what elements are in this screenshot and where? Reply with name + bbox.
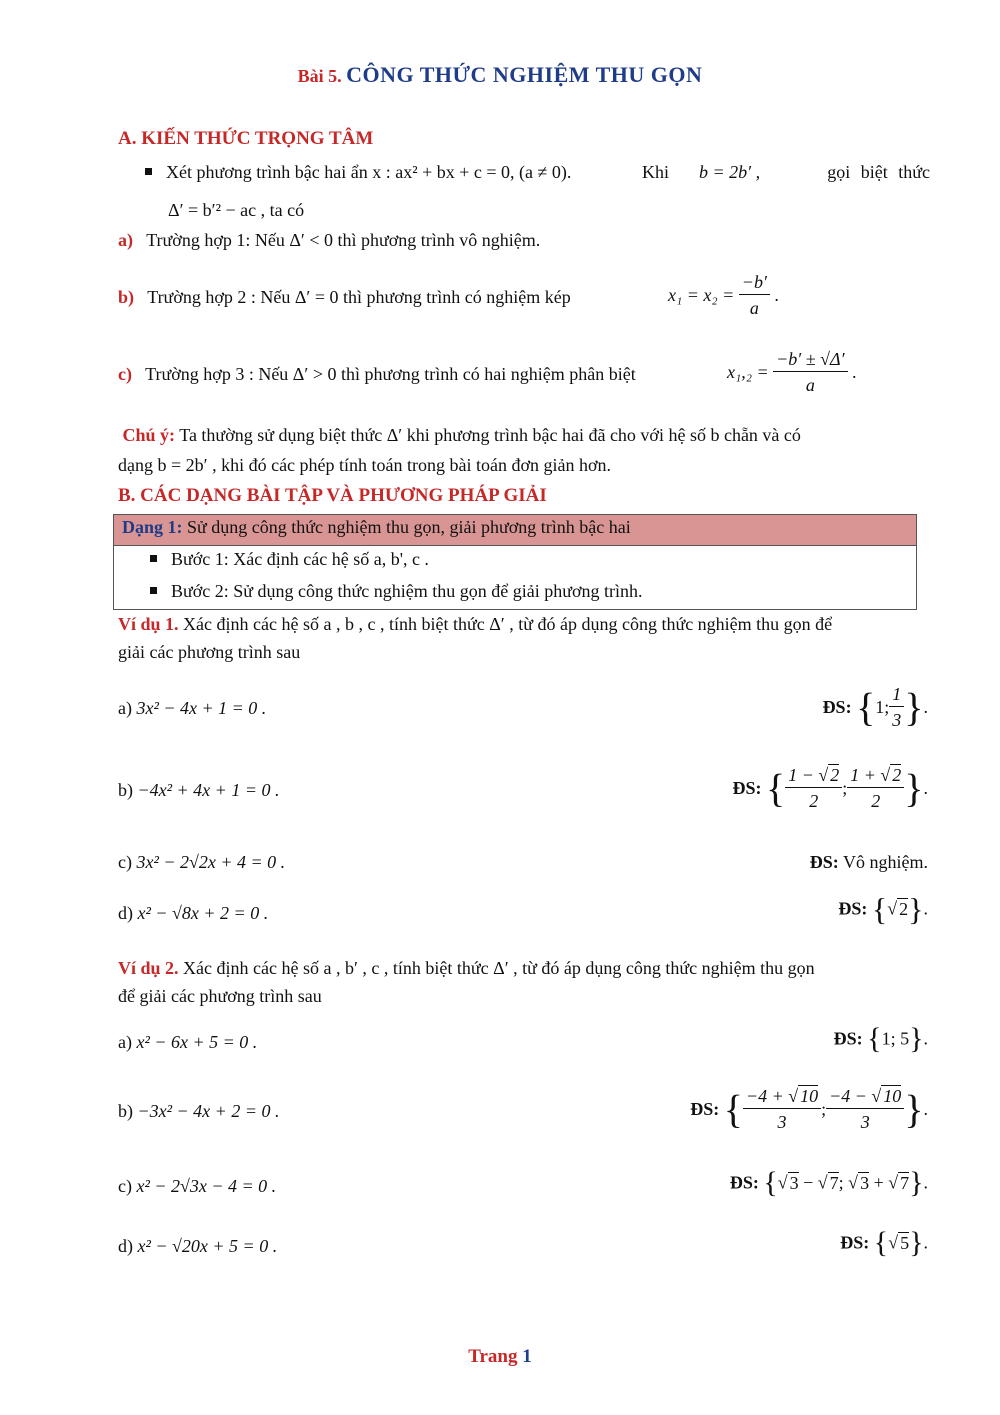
case-b: b) Trường hợp 2 : Nếu Δ′ = 0 thì phương trình có nghiệm kép bbox=[118, 287, 571, 307]
method-box-header: Dạng 1: Sử dụng công thức nghiệm thu gọn, giải phương trình bậc hai bbox=[113, 514, 917, 546]
example-2-item-a: a) x² − 6x + 5 = 0 . bbox=[118, 1032, 258, 1052]
intro-line-2: Δ′ = b′² − ac , ta có bbox=[168, 200, 305, 220]
lesson-title: CÔNG THỨC NGHIỆM THU GỌN bbox=[346, 62, 703, 87]
example-2-text-2: để giải các phương trình sau bbox=[118, 986, 322, 1006]
example-1-item-a: a) 3x² − 4x + 1 = 0 . bbox=[118, 698, 267, 718]
example-2-answer-b: ĐS: { $\frac{-4 + √ 10}{3}$ ; $\frac{-4 - √ 10}{3}$ }. bbox=[690, 1086, 928, 1132]
intro-line-1: Xét phương trình bậc hai ẩn x : ax² + bx + c = 0, (a ≠ 0). Khi b = 2b′ , gọi biệt thức bbox=[145, 162, 930, 183]
example-2-text: Ví dụ 2. Xác định các hệ số a , b′ , c , tính biệt thức Δ′ , từ đó áp dụng công thức nghiệm thu gọn bbox=[118, 958, 815, 978]
case-c: c) Trường hợp 3 : Nếu Δ′ > 0 thì phương trình có hai nghiệm phân biệt bbox=[118, 364, 636, 384]
example-1-text-2: giải các phương trình sau bbox=[118, 642, 301, 662]
page-footer: Trang 1 bbox=[468, 1346, 532, 1367]
example-1-item-d: d) x² − √8x + 2 = 0 . bbox=[118, 903, 269, 923]
step-1: Bước 1: Xác định các hệ số a, b', c . bbox=[150, 549, 429, 570]
example-1-answer-d: ĐS: {√ 2}. bbox=[838, 891, 928, 927]
note-line-1: Chú ý: Ta thường sử dụng biệt thức Δ′ khi phương trình bậc hai đã cho với hệ số b chẵn và có bbox=[122, 425, 801, 445]
example-1-item-c: c) 3x² − 2√2x + 4 = 0 . bbox=[118, 852, 286, 872]
example-2-answer-d: ĐS: {√ 5}. bbox=[840, 1226, 928, 1259]
step-2: Bước 2: Sử dụng công thức nghiệm thu gọn để giải phương trình. bbox=[150, 581, 643, 602]
case-c-formula: x₁,₂ = $\frac{-b' \pm √\Delta'}{a}$ . bbox=[727, 349, 857, 395]
lesson-number: Bài 5. bbox=[297, 66, 342, 86]
example-1-answer-b: ĐS: { $\frac{1 - √ 2}{2}$ ; $\frac{1 + √ 2}{2}$ }. bbox=[732, 765, 928, 811]
note-line-2: dạng b = 2b′ , khi đó các phép tính toán trong bài toán đơn giản hơn. bbox=[118, 455, 612, 475]
example-1-answer-c: ĐS: Vô nghiệm. bbox=[809, 852, 928, 872]
example-2-answer-a: ĐS: {1; 5}. bbox=[833, 1022, 928, 1055]
example-1-answer-a: ĐS: {1; $\frac{1}{3}$ }. bbox=[822, 684, 928, 730]
example-2-item-d: d) x² − √20x + 5 = 0 . bbox=[118, 1236, 278, 1256]
case-b-formula: x₁ = x₂ = $\frac{-b'}{a}$ . bbox=[668, 272, 779, 318]
case-a: a) Trường hợp 1: Nếu Δ′ < 0 thì phương trình vô nghiệm. bbox=[118, 230, 541, 250]
example-2-item-b: b) −3x² − 4x + 2 = 0 . bbox=[118, 1101, 280, 1121]
page-title bbox=[0, 62, 1000, 88]
bullet-icon bbox=[150, 587, 157, 594]
example-2-item-c: c) x² − 2√3x − 4 = 0 . bbox=[118, 1176, 277, 1196]
example-1-text: Ví dụ 1. Xác định các hệ số a , b , c , tính biệt thức Δ′ , từ đó áp dụng công thức nghiệm thu gọn để bbox=[118, 614, 833, 634]
method-box-body bbox=[113, 545, 917, 610]
bullet-icon bbox=[150, 555, 157, 562]
section-b-heading: B. CÁC DẠNG BÀI TẬP VÀ PHƯƠNG PHÁP GIẢI bbox=[118, 485, 547, 506]
bullet-icon bbox=[145, 168, 152, 175]
section-a-heading: A. KIẾN THỨC TRỌNG TÂM bbox=[118, 128, 374, 149]
example-1-item-b: b) −4x² + 4x + 1 = 0 . bbox=[118, 780, 280, 800]
example-2-answer-c: ĐS: {√ 3 − √ 7; √ 3 + √ 7}. bbox=[729, 1166, 928, 1199]
